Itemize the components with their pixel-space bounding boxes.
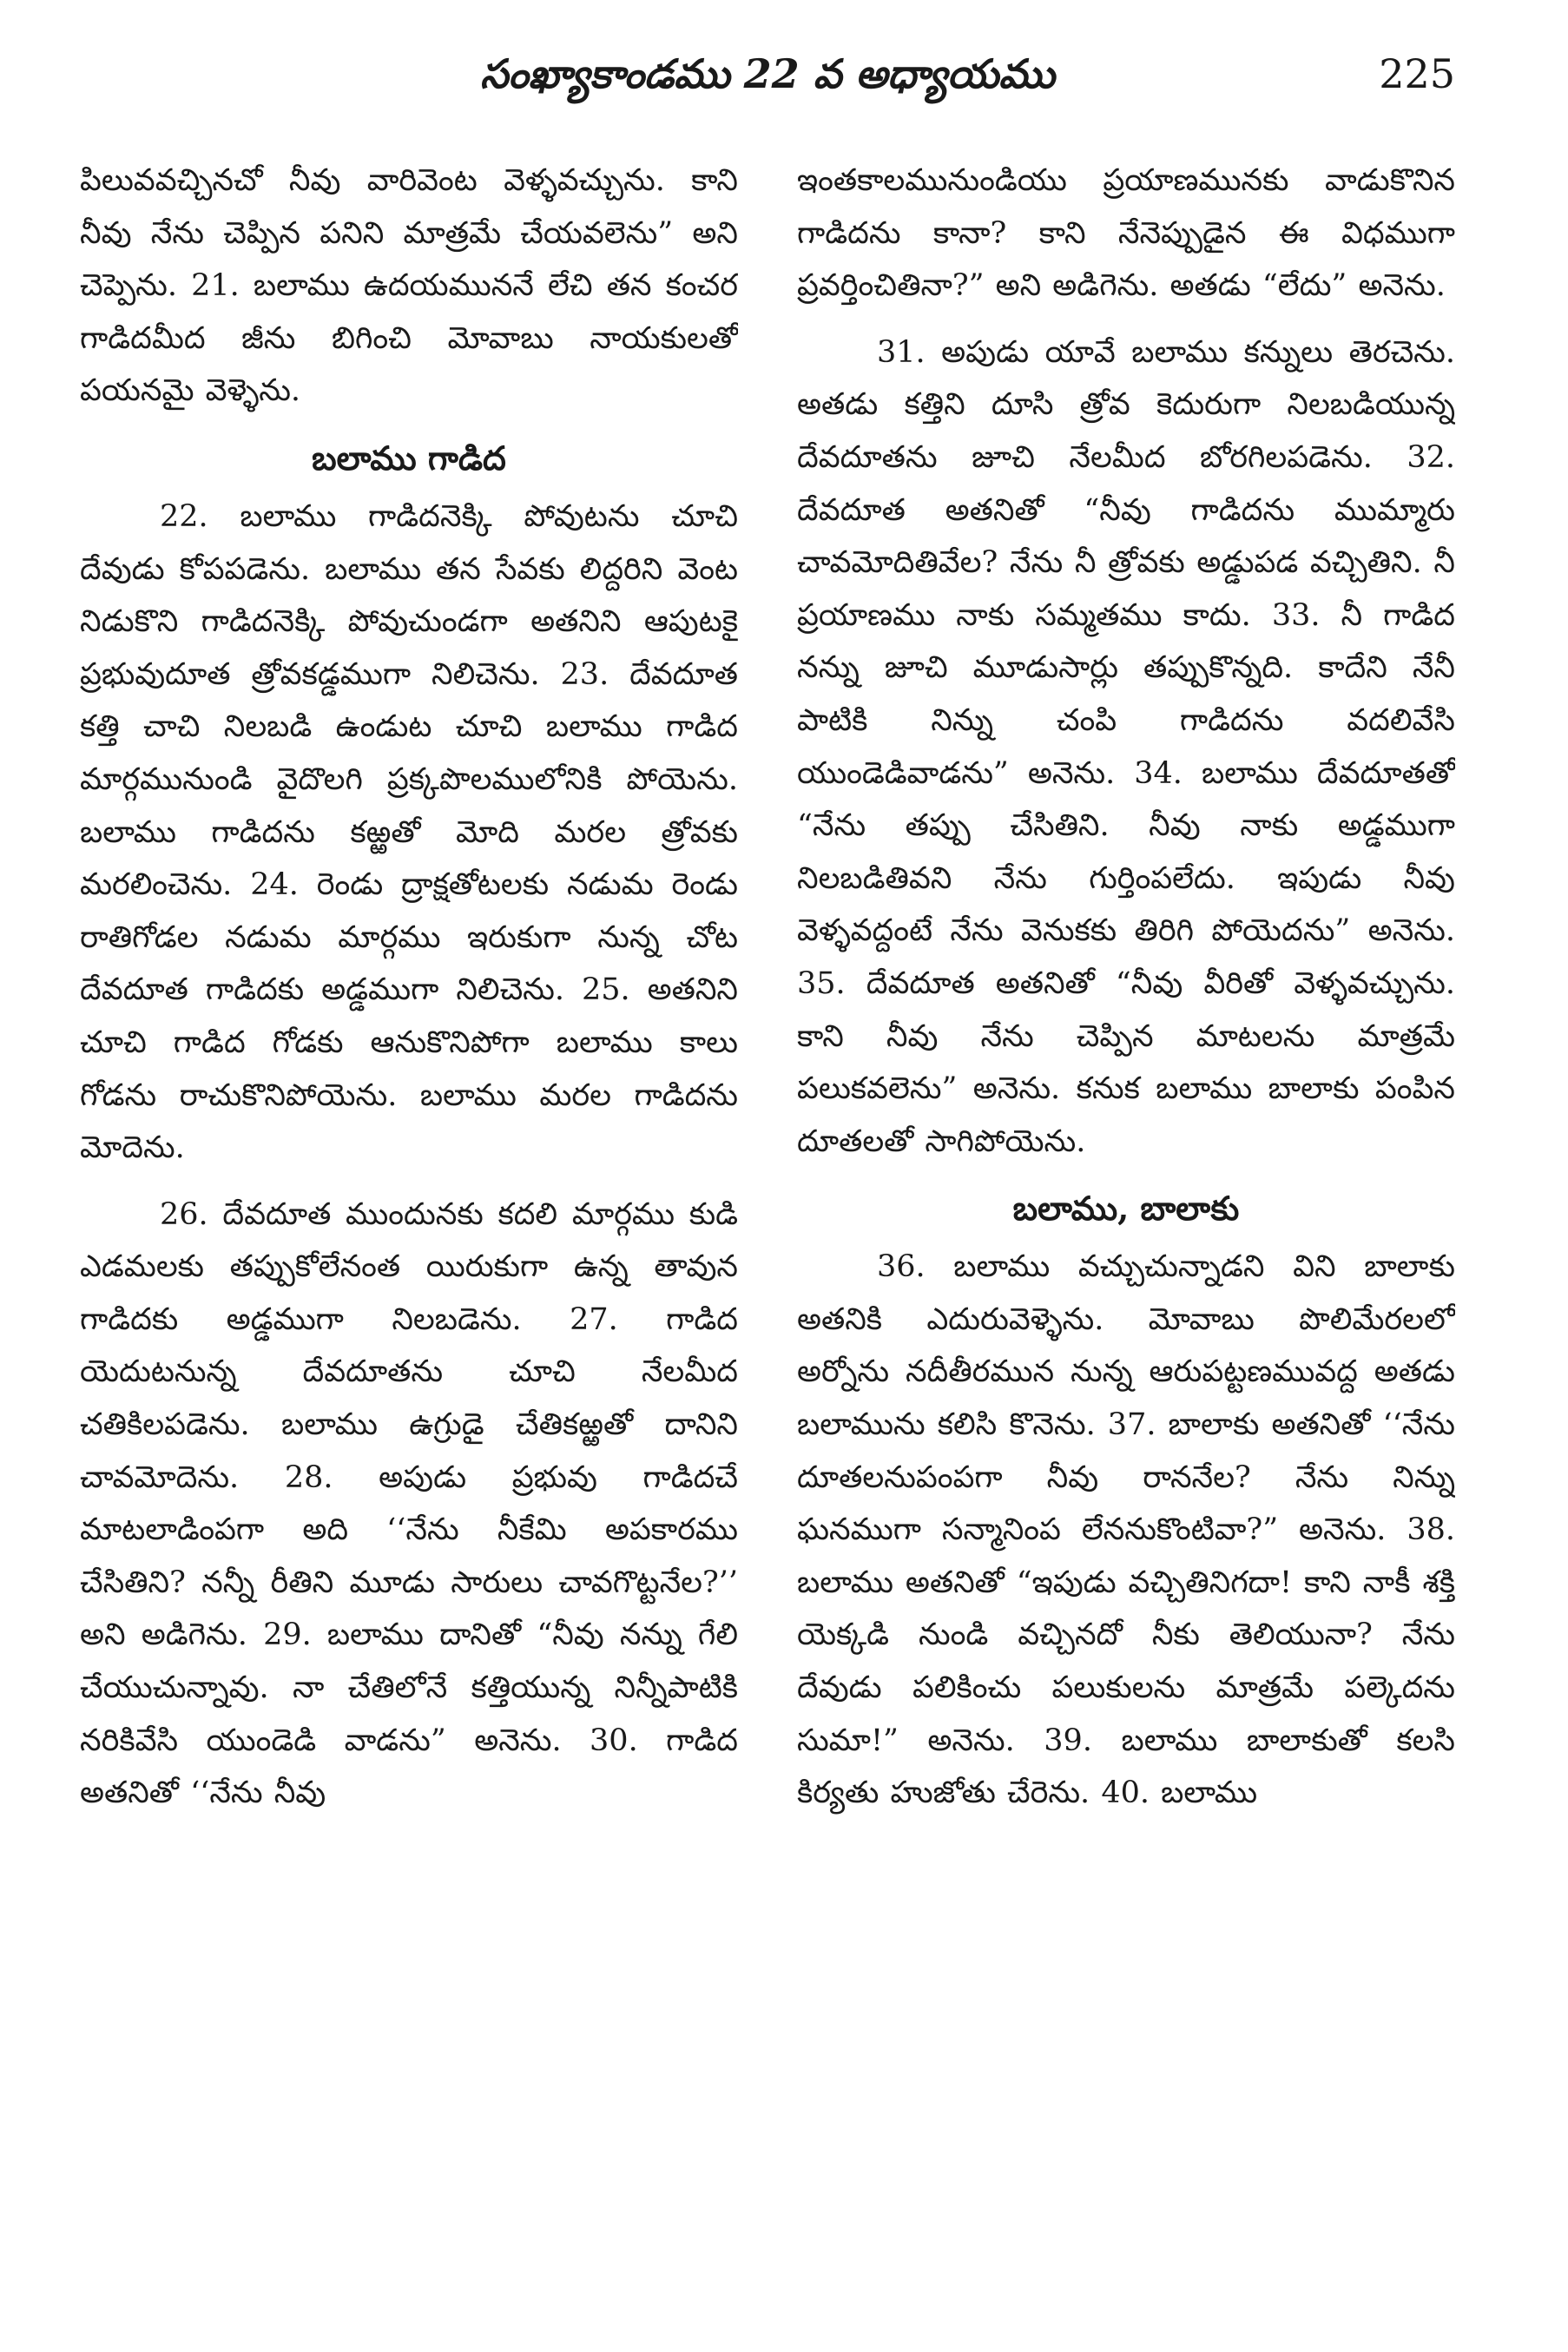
page-number: 225 [1379,50,1455,97]
paragraph: 26. దేవదూత ముందునకు కదలి మార్గము కుడి ఎడమలకు తప్పుకోలేనంత యిరుకుగా ఉన్న తావున గాడిదకు అడ్డముగా నిలబడెను. 27. గాడిద యెదుటనున్న దేవదూతను చూచి నేలమీద చతికిలపడెను. బలాము ఉగ్రుడై చేతికఱ్ఱతో దానిని చావమోదెను. 28. అపుడు ప్రభువు గాడిదచే మాటలాడింపగా అది ‘‘నేను నీకేమి అపకారము చేసితిని? నన్నీ రీతిని మూడు సారులు చావగొట్టనేల?’’ అని అడిగెను. 29. బలాము దానితో “నీవు నన్ను గేలి చేయుచున్నావు. నా చేతిలోనే కత్తియున్న నిన్నీపాటికి నరికివేసి యుండెడి వాడను” అనెను. 30. గాడిద అతనితో ‘‘నేను నీవు [80,1196,738,1811]
paragraph: 22. బలాము గాడిదనెక్కి పోవుటను చూచి దేవుడు కోపపడెను. బలాము తన సేవకు లిద్దరిని వెంట నిడుకొని గాడిదనెక్కి పోవుచుండగా అతనిని ఆపుటకై ప్రభువుదూత త్రోవకడ్డముగా నిలిచెను. 23. దేవదూత కత్తి చాచి నిలబడి ఉండుట చూచి బలాము గాడిద మార్గమునుండి వైదొలగి ప్రక్కపొలములోనికి పోయెను. బలాము గాడిదను కఱ్ఱతో మోది మరల త్రోవకు మరలించెను. 24. రెండు ద్రాక్షతోటలకు నడుమ రెండు రాతిగోడల నడుమ మార్గము ఇరుకుగా నున్న చోట దేవదూత గాడిదకు అడ్డముగా నిలిచెను. 25. అతనిని చూచి గాడిద గోడకు ఆనుకొనిపోగా బలాము కాలు గోడను రాచుకొనిపోయెను. బలాము మరల గాడిదను మోదెను. [80,498,738,1166]
right-column [797,155,1455,2299]
paragraph: 36. బలాము వచ్చుచున్నాడని విని బాలాకు అతనికి ఎదురువెళ్ళెను. మోవాబు పొలిమేరలలో అర్నోను నదీతీరమున నున్న ఆరుపట్టణమువద్ద అతడు బలామును కలిసి కొనెను. 37. బాలాకు అతనితో ‘‘నేను దూతలనుపంపగా నీవు రాననేల? నేను నిన్ను ఘనముగా సన్మానింప లేననుకొంటివా?” అనెను. 38. బలాము అతనితో “ఇపుడు వచ్చితినిగదా! కాని నాకీ శక్తి యెక్కడి నుండి వచ్చినదో నీకు తెలియునా? నేను దేవుడు పలికించు పలుకులను మాత్రమే పల్కెదను సుమా!” అనెను. 39. బలాము బాలాకుతో కలసి కిర్యతు హుజోతు చేరెను. 40. బలాము [797,1249,1455,1811]
text-columns [80,155,1455,2299]
chapter-title: సంఖ్యాకాండము 22 వ అధ్యాయము [480,50,1055,97]
paragraph: ఇంతకాలమునుండియు ప్రయాణమునకు వాడుకొనిన గాడిదను కానా? కాని నేనెప్పుడైన ఈ విధముగా ప్రవర్తించితినా?” అని అడిగెను. అతడు “లేదు” అనెను. [797,163,1455,304]
left-column [80,155,738,2299]
paragraph: 31. అపుడు యావే బలాము కన్నులు తెరచెను. అతడు కత్తిని దూసి త్రోవ కెదురుగా నిలబడియున్న దేవదూతను జూచి నేలమీద బోరగిలపడెను. 32. దేవదూత అతనితో “నీవు గాడిదను ముమ్మారు చావమోదితివేల? నేను నీ త్రోవకు అడ్డుపడ వచ్చితిని. నీ ప్రయాణము నాకు సమ్మతము కాదు. 33. నీ గాడిద నన్ను జూచి మూడుసార్లు తప్పుకొన్నది. కాదేని నేనీ పాటికి నిన్ను చంపి గాడిదను వదలివేసి యుండెడివాడను” అనెను. 34. బలాము దేవదూతతో “నేను తప్పు చేసితిని. నీవు నాకు అడ్డముగా నిలబడితివని నేను గుర్తింపలేదు. ఇపుడు నీవు వెళ్ళవద్దంటే నేను వెనుకకు తిరిగి పోయెదను” అనెను. 35. దేవదూత అతనితో “నీవు వీరితో వెళ్ళవచ్చును. కాని నీవు నేను చెప్పిన మాటలను మాత్రమే పలుకవలెను” అనెను. కనుక బలాము బాలాకు పంపిన దూతలతో సాగిపోయెను. [797,334,1455,1159]
section-heading: బలాము, బాలాకు [1012,1189,1240,1229]
paragraph: పిలువవచ్చినచో నీవు వారివెంట వెళ్ళవచ్చును. కాని నీవు నేను చెప్పిన పనిని మాత్రమే చేయవలెను” అని చెప్పెను. 21. బలాము ఉదయముననే లేచి తన కంచర గాడిదమీద జీను బిగించి మోవాబు నాయకులతో పయనమై వెళ్ళెను. [80,163,738,409]
running-header [80,43,1455,104]
section-heading: బలాము గాడిద [312,438,506,478]
